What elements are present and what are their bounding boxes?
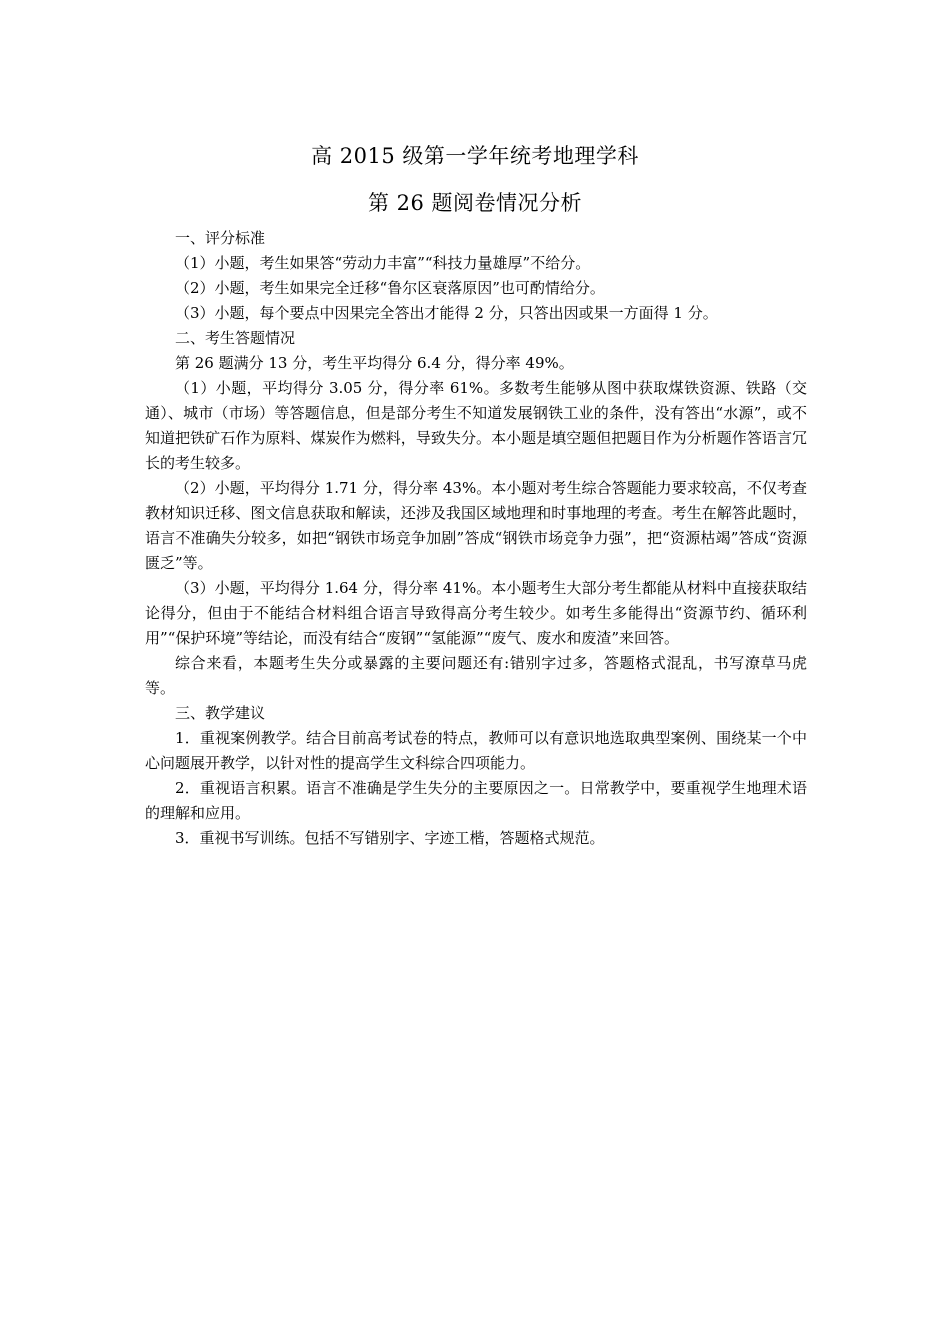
paragraph: 2．重视语言积累。语言不准确是学生失分的主要原因之一。日常教学中，要重视学生地理术语的理解和应用。: [145, 779, 807, 822]
document-subtitle: 第 26 题阅卷情况分析: [367, 191, 583, 215]
document-body: [145, 226, 807, 851]
section-heading-answer-situation: 二、考生答题情况: [175, 329, 296, 347]
paragraph: 综合来看，本题考生失分或暴露的主要问题还有:错别字过多，答题格式混乱，书写潦草马虎等。: [145, 654, 807, 697]
paragraph: （3）小题，每个要点中因果完全答出才能得 2 分，只答出因或果一方面得 1 分。: [175, 304, 718, 322]
section-heading-teaching-suggestions: 三、教学建议: [175, 704, 266, 722]
paragraph: 第 26 题满分 13 分，考生平均得分 6.4 分，得分率 49%。: [175, 354, 574, 372]
document-title: 高 2015 级第一学年统考地理学科: [311, 144, 639, 168]
paragraph: （2）小题，平均得分 1.71 分，得分率 43%。本小题对考生综合答题能力要求较高，不仅考查教材知识迁移、图文信息获取和解读，还涉及我国区域地理和时事地理的考查。考生在解答此题时，语言不准确失分较多，如把“钢铁市场竞争加剧”答成“钢铁市场竞争力强”，把“资源枯竭”答成“资源匮乏”等。: [145, 479, 807, 572]
paragraph: （1）小题，考生如果答“劳动力丰富”“科技力量雄厚”不给分。: [175, 254, 591, 272]
section-heading-scoring-criteria: 一、评分标准: [175, 229, 266, 247]
paragraph: 1．重视案例教学。结合目前高考试卷的特点，教师可以有意识地选取典型案例、围绕某一个中心问题展开教学，以针对性的提高学生文科综合四项能力。: [145, 729, 807, 772]
paragraph: （2）小题，考生如果完全迁移“鲁尔区衰落原因”也可酌情给分。: [175, 279, 605, 297]
paragraph: 3．重视书写训练。包括不写错别字、字迹工楷，答题格式规范。: [175, 829, 605, 847]
paragraph: （3）小题，平均得分 1.64 分，得分率 41%。本小题考生大部分考生都能从材料中直接获取结论得分，但由于不能结合材料组合语言导致得高分考生较少。如考生多能得出“资源节约、循环利用”“保护环境”等结论，而没有结合“废钢”“氢能源”“废气、废水和废渣”来回答。: [145, 579, 807, 647]
paragraph: （1）小题，平均得分 3.05 分，得分率 61%。多数考生能够从图中获取煤铁资源、铁路（交通）、城市（市场）等答题信息，但是部分考生不知道发展钢铁工业的条件，没有答出“水源”，或不知道把铁矿石作为原料、煤炭作为燃料，导致失分。本小题是填空题但把题目作为分析题作答语言冗长的考生较多。: [145, 379, 807, 472]
